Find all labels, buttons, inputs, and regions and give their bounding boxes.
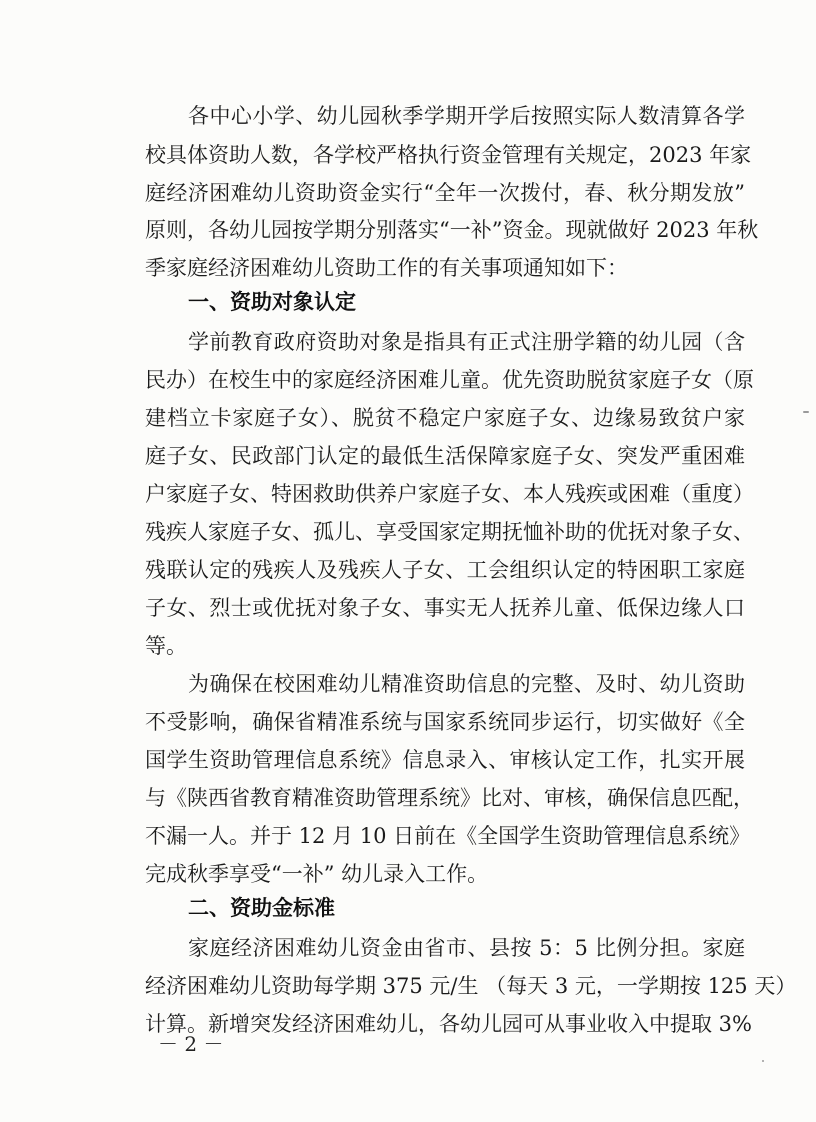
body-text-line: 原则，各幼儿园按学期分别落实“一补”资金。现就做好 2023 年秋	[145, 218, 759, 242]
body-text-line: 学前教育政府资助对象是指具有正式注册学籍的幼儿园（含	[188, 330, 745, 354]
body-text-line: 等。	[145, 634, 187, 658]
section-heading: 二、资助金标准	[188, 896, 335, 920]
body-text-line: 完成秋季享受“一补” 幼儿录入工作。	[145, 862, 489, 886]
body-text-line: 国学生资助管理信息系统》信息录入、审核认定工作，扎实开展	[145, 748, 745, 772]
body-text-line: 残联认定的残疾人及残疾人子女、工会组织认定的特困职工家庭	[145, 558, 745, 582]
body-text-line: 不受影响，确保省精准系统与国家系统同步运行，切实做好《全	[145, 710, 745, 734]
body-text-line: 庭子女、民政部门认定的最低生活保障家庭子女、突发严重困难	[145, 444, 745, 468]
scan-speck	[762, 1060, 764, 1062]
body-text-line: 民办）在校生中的家庭经济困难儿童。优先资助脱贫家庭子女（原	[145, 368, 754, 392]
body-text-line: 与《陕西省教育精准资助管理系统》比对、审核，确保信息匹配，	[145, 786, 754, 810]
body-text-line: 户家庭子女、特困救助供养户家庭子女、本人残疾或困难（重度）	[145, 482, 754, 506]
page-number: － 2 －	[158, 1032, 224, 1056]
scan-speck	[803, 411, 809, 413]
body-text-line: 不漏一人。并于 12 月 10 日前在《全国学生资助管理信息系统》	[145, 824, 751, 848]
body-text-line: 子女、烈士或优抚对象子女、事实无人抚养儿童、低保边缘人口	[145, 596, 745, 620]
body-text-line: 计算。新增突发经济困难幼儿，各幼儿园可从事业收入中提取 3%	[145, 1012, 752, 1036]
body-text-line: 经济困难幼儿资助每学期 375 元/生 （每天 3 元，一学期按 125 天）	[145, 974, 797, 998]
section-heading: 一、资助对象认定	[188, 290, 356, 314]
body-text-line: 建档立卡家庭子女）、脱贫不稳定户家庭子女、边缘易致贫户家	[145, 406, 745, 430]
body-text-line: 为确保在校困难幼儿精准资助信息的完整、及时、幼儿资助	[188, 672, 745, 696]
body-text-line: 各中心小学、幼儿园秋季学期开学后按照实际人数清算各学	[188, 104, 745, 128]
body-text-line: 庭经济困难幼儿资助资金实行“全年一次拨付，春、秋分期发放”	[145, 181, 745, 205]
body-text-line: 校具体资助人数，各学校严格执行资金管理有关规定，2023 年家	[145, 143, 752, 167]
body-text-line: 残疾人家庭子女、孤儿、享受国家定期抚恤补助的优抚对象子女、	[145, 520, 754, 544]
body-text-line: 家庭经济困难幼儿资金由省市、县按 5：5 比例分担。家庭	[188, 936, 745, 960]
body-text-line: 季家庭经济困难幼儿资助工作的有关事项通知如下：	[145, 256, 628, 280]
